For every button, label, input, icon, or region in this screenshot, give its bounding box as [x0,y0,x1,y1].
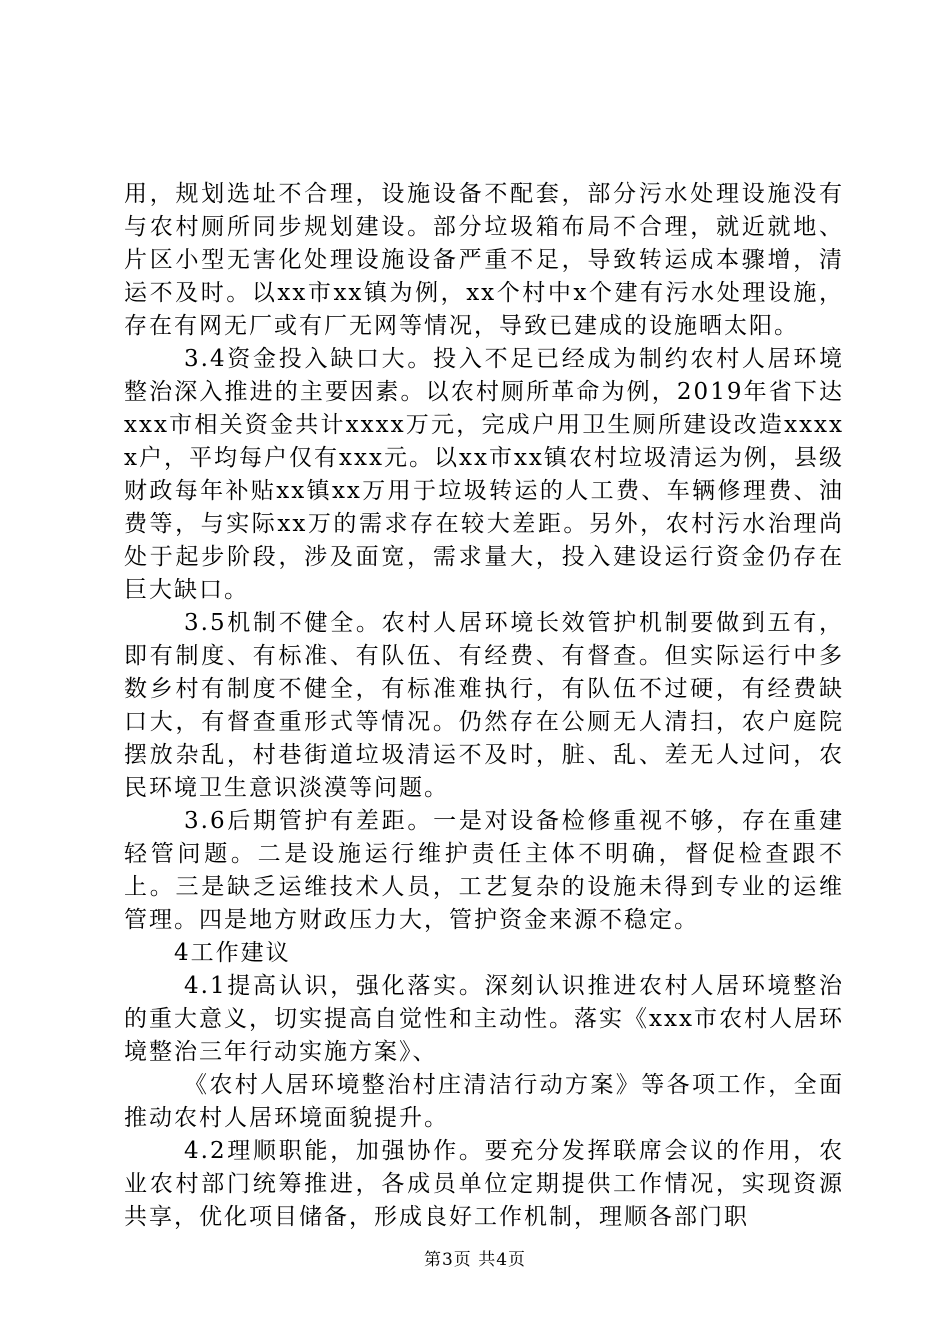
paragraph-4-2: 4.2理顺职能，加强协作。要充分发挥联席会议的作用，农业农村部门统筹推进，各成员单位定期提供工作情况，实现资源共享，优化项目储备，形成良好工作机制，理顺各部门职 [124,1138,844,1230]
paragraph-3-6: 3.6后期管护有差距。一是对设备检修重视不够，存在重建轻管问题。二是设施运行维护责任主体不明确，督促检查跟不上。三是缺乏运维技术人员，工艺复杂的设施未得到专业的运维管理。四是地方财政压力大，管护资金来源不稳定。 [124,808,844,933]
paragraph-4-1-continued: 《农村人居环境整治村庄清洁行动方案》等各项工作，全面推动农村人居环境面貌提升。 [124,1072,844,1131]
section-heading-4: 4工作建议 [174,940,291,966]
paragraph-3-5: 3.5机制不健全。农村人居环境长效管护机制要做到五有，即有制度、有标准、有队伍、有经费、有督查。但实际运行中多数乡村有制度不健全，有标准难执行，有队伍不过硬，有经费缺口大，有督查重形式等情况。仍然存在公厕无人清扫，农户庭院摆放杂乱，村巷街道垃圾清运不及时，脏、乱、差无人过问，农民环境卫生意识淡漠等问题。 [124,610,844,801]
document-body [124,178,844,1234]
paragraph-continuation: 用，规划选址不合理，设施设备不配套，部分污水处理设施没有与农村厕所同步规划建设。部分垃圾箱布局不合理，就近就地、片区小型无害化处理设施设备严重不足，导致转运成本骤增，清运不及时。以xx市xx镇为例，xx个村中x个建有污水处理设施，存在有网无厂或有厂无网等情况，导致已建成的设施晒太阳。 [124,181,844,339]
page-footer: 第3页 共4页 [423,1250,527,1270]
paragraph-3-4: 3.4资金投入缺口大。投入不足已经成为制约农村人居环境整治深入推进的主要因素。以农村厕所革命为例，2019年省下达xxx市相关资金共计xxxx万元，完成户用卫生厕所建设改造xxxxx户，平均每户仅有xxx元。以xx市xx镇农村垃圾清运为例，县级财政每年补贴xx镇xx万用于垃圾转运的人工费、车辆修理费、油费等，与实际xx万的需求存在较大差距。另外，农村污水治理尚处于起步阶段，涉及面宽，需求量大，投入建设运行资金仍存在巨大缺口。 [124,346,844,603]
paragraph-4-1: 4.1提高认识，强化落实。深刻认识推进农村人居环境整治的重大意义，切实提高自觉性和主动性。落实《xxx市农村人居环境整治三年行动实施方案》、 [124,973,844,1065]
